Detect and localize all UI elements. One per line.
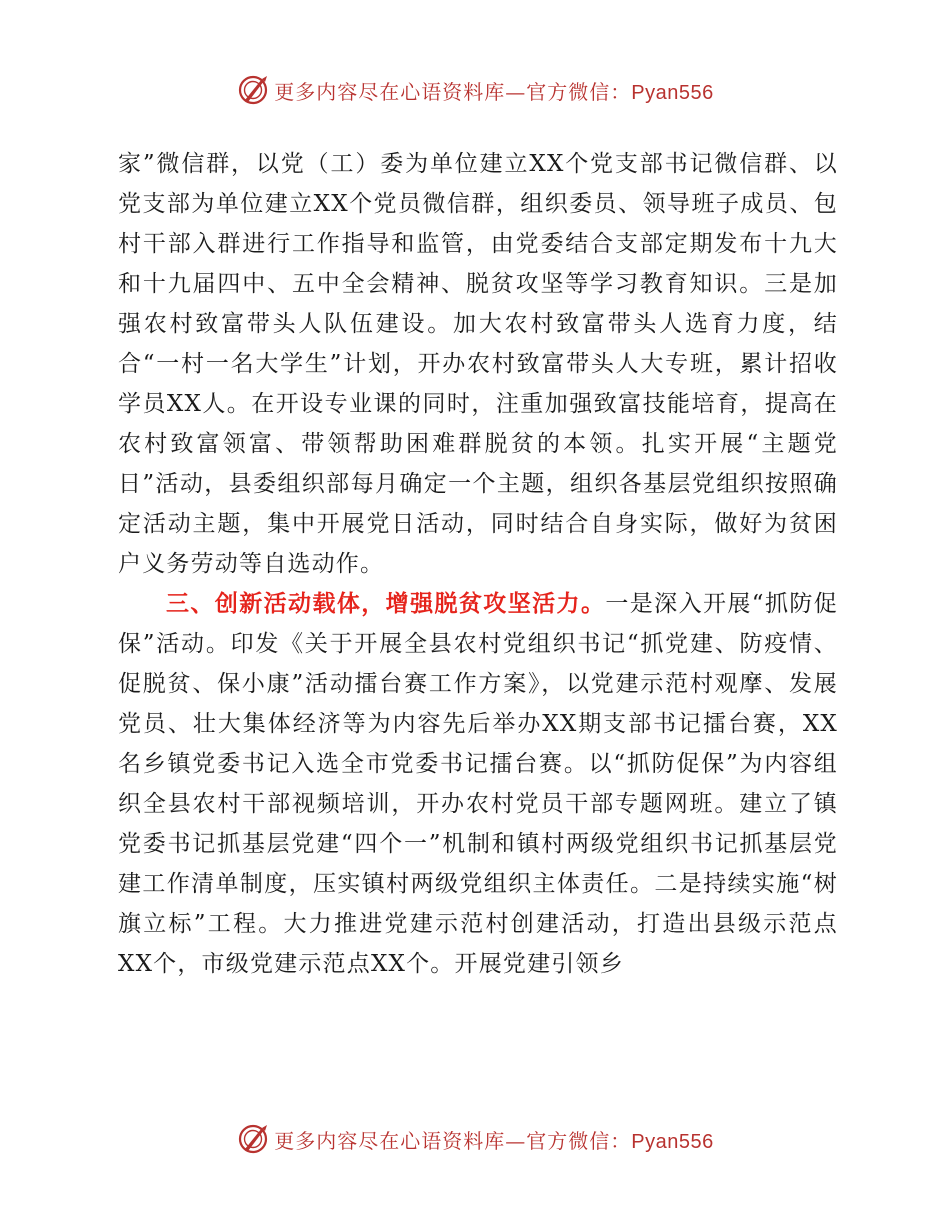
footer-watermark-text: 更多内容尽在心语资料库—官方微信：Pyan556 xyxy=(274,1128,714,1153)
body-paragraph-1: 家”微信群，以党（工）委为单位建立XX个党支部书记微信群、以党支部为单位建立XX个党员微信群，组织委员、领导班子成员、包村干部入群进行工作指导和监管，由党委结合支部定期发布十九大和十九届四中、五中全会精神、脱贫攻坚等学习教育知识。三是加强农村致富带头人队伍建设。加大农村致富带头人选育力度，结合“一村一名大学生”计划，开办农村致富带头人大专班，累计招收学员XX人。在开设专业课的同时，注重加强致富技能培育，提高在农村致富领富、带领帮助困难群脱贫的本领。扎实开展“主题党日”活动，县委组织部每月确定一个主题，组织各基层党组织按照确定活动主题，集中开展党日活动，同时结合自身实际，做好为贫困户义务劳动等自选动作。 xyxy=(118,151,838,577)
quill-logo-icon xyxy=(236,73,270,107)
header-wechat-handle: Pyan556 xyxy=(631,81,714,104)
section-paragraph-text: 一是深入开展“抓防促保”活动。印发《关于开展全县农村党组织书记“抓党建、防疫情、促脱贫、保小康”活动擂台赛工作方案》，以党建示范村观摩、发展党员、壮大集体经济等为内容先后举办XX期支部书记擂台赛，XX名乡镇党委书记入选全市党委书记擂台赛。以“抓防促保”为内容组织全县农村干部视频培训，开办农村党员干部专题网班。建立了镇党委书记抓基层党建“四个一”机制和镇村两级党组织书记抓基层党建工作清单制度，压实镇村两级党组织主体责任。二是持续实施“树旗立标”工程。大力推进党建示范村创建活动，打造出县级示范点XX个，市级党建示范点XX个。开展党建引领乡 xyxy=(118,591,838,977)
footer-wechat-handle: Pyan556 xyxy=(631,1130,714,1153)
section-heading: 三、创新活动载体，增强脱贫攻坚活力。 xyxy=(166,591,606,617)
body-paragraph-2 xyxy=(118,584,838,984)
header-watermark xyxy=(0,70,950,110)
quill-logo-icon xyxy=(236,1122,270,1156)
footer-watermark xyxy=(0,1119,950,1159)
document-body xyxy=(118,144,838,984)
header-watermark-text: 更多内容尽在心语资料库—官方微信：Pyan556 xyxy=(274,79,714,104)
